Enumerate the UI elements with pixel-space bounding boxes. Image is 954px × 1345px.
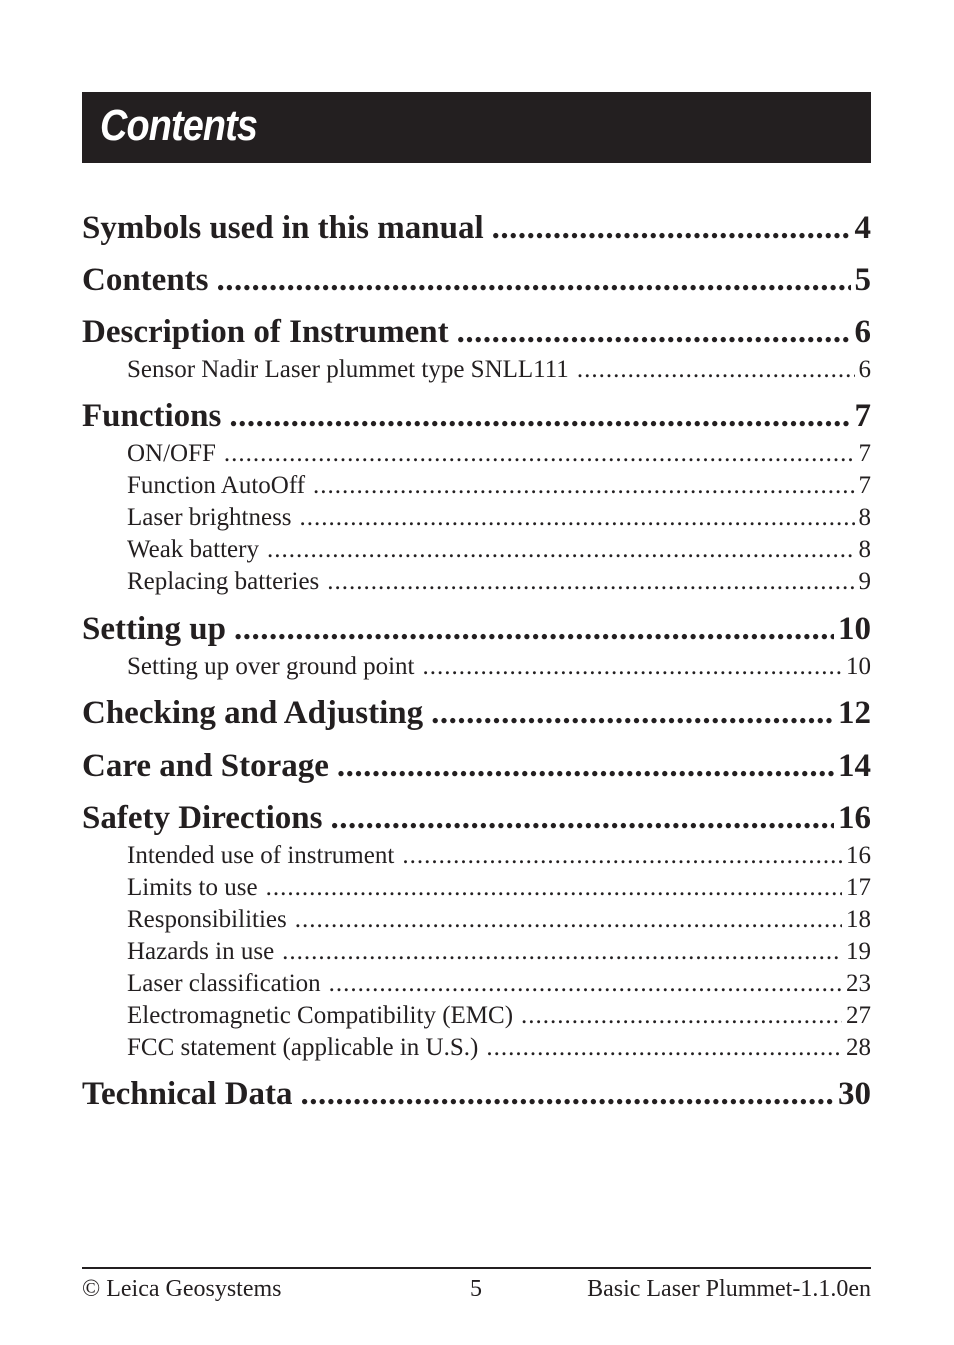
toc-entry-symbols[interactable] bbox=[82, 208, 871, 248]
toc-entry-title: Laser brightness bbox=[127, 504, 292, 531]
toc-entry-page: 19 bbox=[846, 938, 871, 965]
toc-entry-page: 6 bbox=[858, 356, 871, 383]
toc-entry-title: Function AutoOff bbox=[127, 472, 306, 499]
toc-entry-page: 16 bbox=[846, 842, 871, 869]
toc-leader-dots bbox=[577, 355, 855, 385]
toc-entry-title: Setting up bbox=[82, 611, 226, 647]
toc-entry-title: Description of Instrument bbox=[82, 314, 449, 350]
toc-entry-contents[interactable] bbox=[82, 260, 871, 300]
toc-entry-technical-data[interactable] bbox=[82, 1074, 871, 1114]
toc-leader-dots bbox=[224, 439, 855, 469]
toc-entry-page: 28 bbox=[846, 1034, 871, 1061]
toc-subentry-responsibilities[interactable] bbox=[127, 905, 871, 935]
toc-entry-page: 14 bbox=[838, 748, 871, 784]
toc-subentry-autooff[interactable] bbox=[127, 471, 871, 501]
toc-entry-page: 10 bbox=[846, 653, 871, 680]
toc-entry-page: 9 bbox=[858, 568, 871, 595]
toc-entry-title: FCC statement (applicable in U.S.) bbox=[127, 1034, 479, 1061]
toc-leader-dots bbox=[301, 1074, 834, 1114]
toc-leader-dots bbox=[295, 905, 842, 935]
toc-entry-setting-up[interactable] bbox=[82, 609, 871, 649]
toc-subentry-on-off[interactable] bbox=[127, 439, 871, 469]
toc-entry-title: Checking and Adjusting bbox=[82, 695, 424, 731]
toc-entry-title: Setting up over ground point bbox=[127, 653, 415, 680]
toc-leader-dots bbox=[337, 746, 834, 786]
toc-entry-page: 7 bbox=[858, 440, 871, 467]
toc-leader-dots bbox=[266, 873, 842, 903]
toc-subentry-intended-use[interactable] bbox=[127, 841, 871, 871]
toc-subentry-emc[interactable] bbox=[127, 1001, 871, 1031]
footer-divider bbox=[82, 1267, 871, 1269]
toc-entry-page: 17 bbox=[846, 874, 871, 901]
toc-leader-dots bbox=[282, 937, 842, 967]
toc-entry-page: 12 bbox=[838, 695, 871, 731]
toc-leader-dots bbox=[486, 1033, 842, 1063]
toc-entry-title: Care and Storage bbox=[82, 748, 329, 784]
toc-entry-title: Responsibilities bbox=[127, 906, 287, 933]
toc-entry-title: Technical Data bbox=[82, 1076, 293, 1112]
toc-leader-dots bbox=[492, 208, 851, 248]
toc-entry-functions[interactable] bbox=[82, 396, 871, 436]
toc-entry-care[interactable] bbox=[82, 746, 871, 786]
toc-entry-page: 8 bbox=[858, 536, 871, 563]
toc-subentry-weak-battery[interactable] bbox=[127, 535, 871, 565]
toc-subentry-fcc[interactable] bbox=[127, 1033, 871, 1063]
toc-entry-title: Symbols used in this manual bbox=[82, 210, 484, 246]
toc-entry-title: Limits to use bbox=[127, 874, 258, 901]
toc-entry-page: 7 bbox=[854, 398, 871, 434]
toc-leader-dots bbox=[327, 567, 854, 597]
toc-entry-title: Sensor Nadir Laser plummet type SNLL111 bbox=[127, 356, 569, 383]
toc-leader-dots bbox=[234, 609, 834, 649]
toc-leader-dots bbox=[267, 535, 855, 565]
toc-entry-title: Electromagnetic Compatibility (EMC) bbox=[127, 1002, 514, 1029]
toc-entry-page: 6 bbox=[854, 314, 871, 350]
toc-entry-title: Functions bbox=[82, 398, 222, 434]
toc-subentry-limits[interactable] bbox=[127, 873, 871, 903]
toc-subentry-laser-classification[interactable] bbox=[127, 969, 871, 999]
toc-subentry-hazards[interactable] bbox=[127, 937, 871, 967]
toc-entry-title: Contents bbox=[82, 262, 209, 298]
toc-leader-dots bbox=[457, 312, 851, 352]
toc-leader-dots bbox=[229, 396, 850, 436]
toc-leader-dots bbox=[521, 1001, 842, 1031]
page-title: Contents bbox=[100, 101, 258, 150]
footer-document-id: Basic Laser Plummet-1.1.0en bbox=[587, 1276, 871, 1302]
toc-entry-checking[interactable] bbox=[82, 693, 871, 733]
toc-leader-dots bbox=[300, 503, 855, 533]
toc-entry-safety[interactable] bbox=[82, 798, 871, 838]
toc-entry-page: 23 bbox=[846, 970, 871, 997]
toc-entry-page: 10 bbox=[838, 611, 871, 647]
toc-entry-page: 5 bbox=[854, 262, 871, 298]
toc-entry-page: 4 bbox=[854, 210, 871, 246]
footer-copyright: © Leica Geosystems bbox=[82, 1276, 282, 1302]
toc-entry-page: 7 bbox=[858, 472, 871, 499]
toc-entry-title: Safety Directions bbox=[82, 800, 323, 836]
toc-subentry-ground-point[interactable] bbox=[127, 652, 871, 682]
toc-entry-page: 8 bbox=[858, 504, 871, 531]
toc-leader-dots bbox=[329, 969, 842, 999]
toc-subentry-sensor[interactable] bbox=[127, 355, 871, 385]
toc-entry-title: Laser classification bbox=[127, 970, 321, 997]
toc-leader-dots bbox=[402, 841, 842, 871]
toc-entry-title: Weak battery bbox=[127, 536, 259, 563]
toc-leader-dots bbox=[422, 652, 842, 682]
toc-entry-description[interactable] bbox=[82, 312, 871, 352]
toc-leader-dots bbox=[217, 260, 851, 300]
toc-subentry-replacing-batteries[interactable] bbox=[127, 567, 871, 597]
toc-entry-title: ON/OFF bbox=[127, 440, 216, 467]
toc-entry-page: 30 bbox=[838, 1076, 871, 1112]
toc-leader-dots bbox=[313, 471, 854, 501]
toc-entry-title: Replacing batteries bbox=[127, 568, 320, 595]
toc-entry-page: 27 bbox=[846, 1002, 871, 1029]
toc-entry-title: Hazards in use bbox=[127, 938, 275, 965]
contents-header-bar bbox=[82, 92, 871, 163]
toc-entry-page: 16 bbox=[838, 800, 871, 836]
toc-subentry-laser-brightness[interactable] bbox=[127, 503, 871, 533]
page-footer bbox=[82, 1274, 871, 1304]
footer-page-number: 5 bbox=[470, 1276, 482, 1302]
toc-entry-title: Intended use of instrument bbox=[127, 842, 395, 869]
toc-leader-dots bbox=[431, 693, 834, 733]
toc-leader-dots bbox=[330, 798, 834, 838]
toc-entry-page: 18 bbox=[846, 906, 871, 933]
